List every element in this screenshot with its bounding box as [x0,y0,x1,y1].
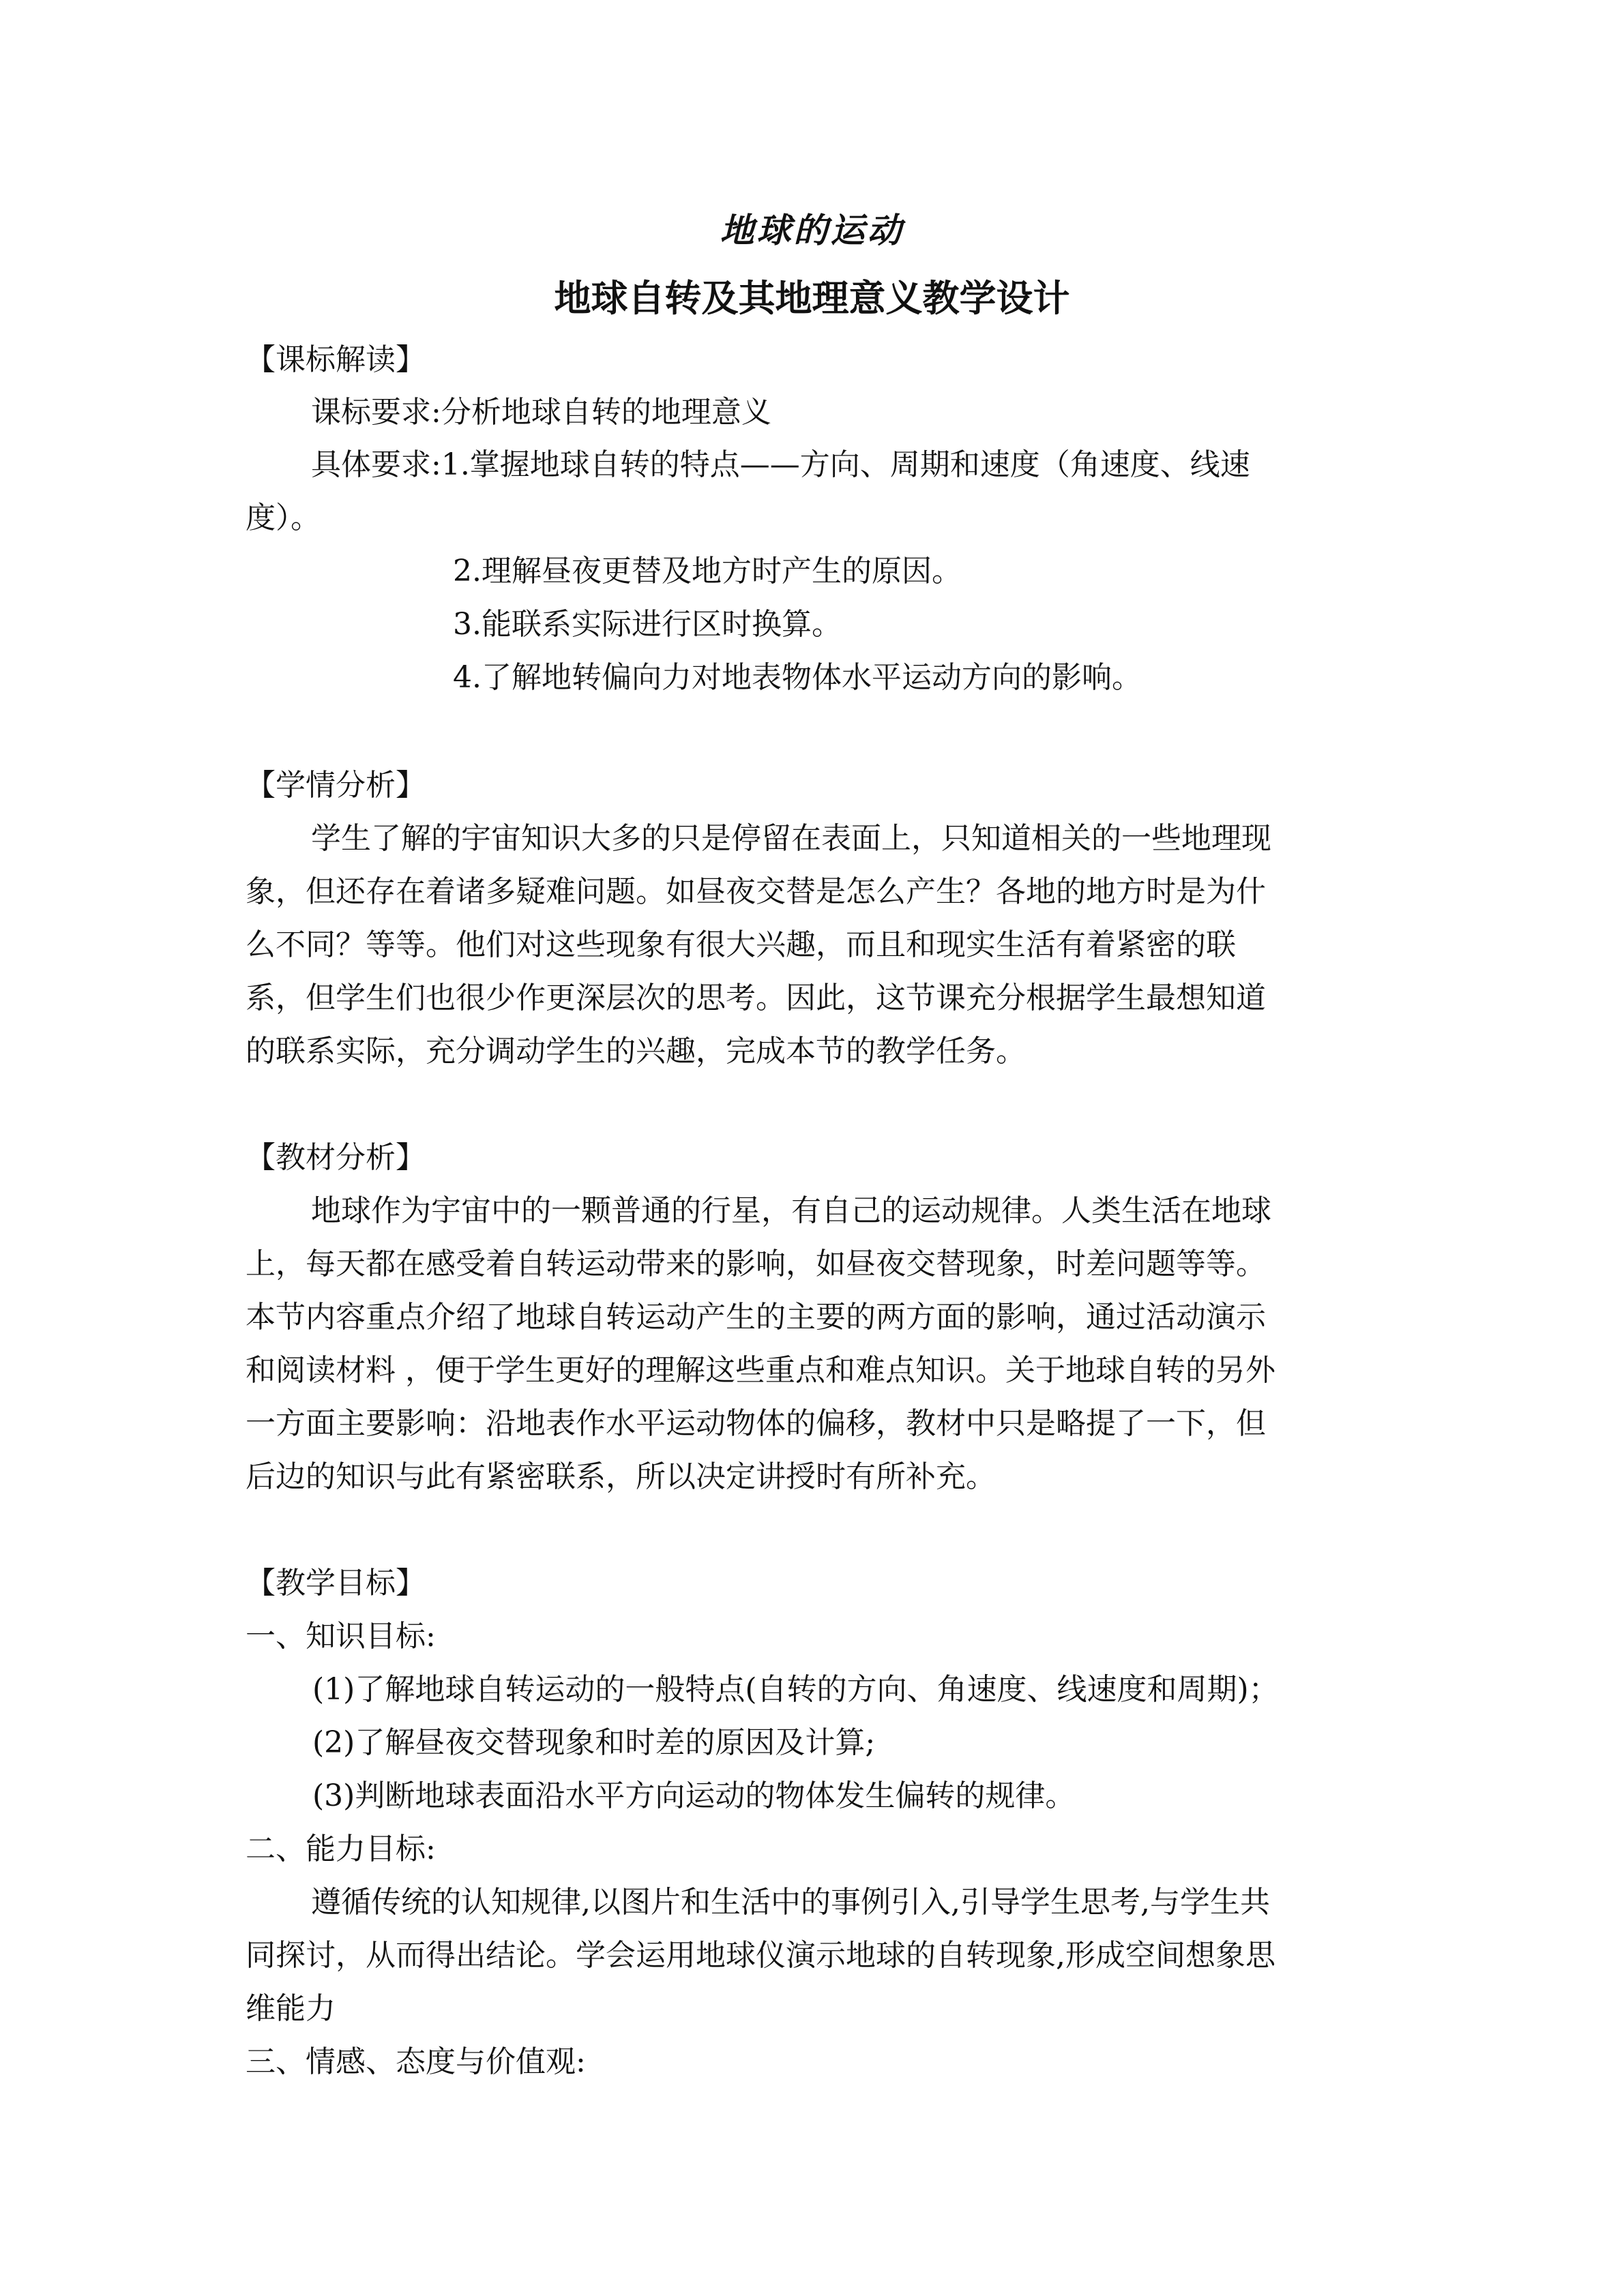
knowledge-objective-item: (1)了解地球自转运动的一般特点(自转的方向、角速度、线速度和周期)； [312,1672,1279,1707]
specific-requirement-line2: 度）。 [246,501,321,535]
knowledge-objective-item: (3)判断地球表面沿水平方向运动的物体发生偏转的规律。 [312,1778,1076,1813]
material-paragraph-line: 上，每天都在感受着自转运动带来的影响，如昼夜交替现象，时差问题等等。 [246,1247,1266,1281]
requirement-item-3: 3.能联系实际进行区时换算。 [453,607,842,642]
learner-paragraph-line: 么不同？等等。他们对这些现象有很大兴趣，而且和现实生活有着紧密的联 [246,927,1236,962]
requirement-item-4: 4.了解地转偏向力对地表物体水平运动方向的影响。 [453,660,1142,695]
material-paragraph-line: 地球作为宇宙中的一颗普通的行星，有自己的运动规律。人类生活在地球 [311,1193,1271,1228]
knowledge-objectives-heading: 一、知识目标: [246,1619,436,1654]
chapter-title: 地球的运动 [720,210,904,250]
material-paragraph-line: 本节内容重点介绍了地球自转运动产生的主要的两方面的影响，通过活动演示 [246,1300,1266,1335]
learner-paragraph-line: 象，但还存在着诸多疑难问题。如昼夜交替是怎么产生？各地的地方时是为什 [246,874,1266,909]
material-paragraph-line: 后边的知识与此有紧密联系，所以决定讲授时有所补充。 [246,1459,996,1494]
curriculum-requirement: 课标要求:分析地球自转的地理意义 [311,395,771,430]
section-heading-learner: 【学情分析】 [246,768,426,803]
document-title: 地球自转及其地理意义教学设计 [554,277,1070,320]
section-heading-curriculum: 【课标解读】 [246,342,426,377]
learner-paragraph-line: 的联系实际，充分调动学生的兴趣，完成本节的教学任务。 [246,1034,1026,1069]
ability-objectives-heading: 二、能力目标: [246,1832,436,1866]
learner-paragraph-line: 系，但学生们也很少作更深层次的思考。因此，这节课充分根据学生最想知道 [246,981,1266,1015]
specific-requirement-line1: 具体要求:1.掌握地球自转的特点——方向、周期和速度（角速度、线速 [311,447,1250,482]
material-paragraph-line: 一方面主要影响：沿地表作水平运动物体的偏移，教材中只是略提了一下，但 [246,1406,1266,1441]
knowledge-objective-item: (2)了解昼夜交替现象和时差的原因及计算; [312,1725,876,1760]
requirement-item-2: 2.理解昼夜更替及地方时产生的原因。 [453,554,962,588]
material-paragraph-line: 和阅读材料 ，便于学生更好的理解这些重点和难点知识。关于地球自转的另外 [246,1353,1275,1388]
section-heading-material: 【教材分析】 [246,1140,426,1175]
ability-paragraph-line: 同探讨，从而得出结论。学会运用地球仪演示地球的自转现象,形成空间想象思 [246,1938,1275,1973]
emotion-objectives-heading: 三、情感、态度与价值观: [246,2044,586,2079]
section-heading-objectives: 【教学目标】 [246,1566,426,1600]
ability-paragraph-line: 维能力 [246,1991,336,2026]
learner-paragraph-line: 学生了解的宇宙知识大多的只是停留在表面上，只知道相关的一些地理现 [311,821,1271,856]
ability-paragraph-line: 遵循传统的认知规律,以图片和生活中的事例引入,引导学生思考,与学生共 [311,1885,1270,1920]
